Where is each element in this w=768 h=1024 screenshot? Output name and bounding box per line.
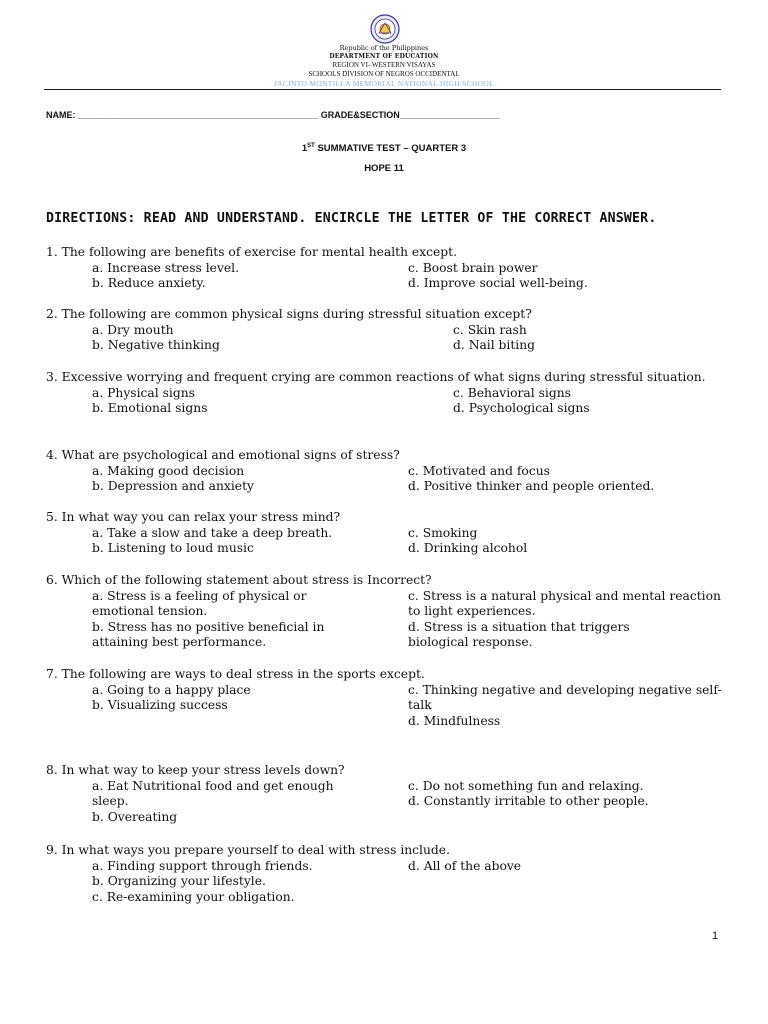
option-d[interactable]: d. Constantly irritable to other people.	[408, 794, 649, 809]
subject-title: HOPE 11	[364, 163, 404, 174]
question-2	[46, 307, 736, 355]
option-c[interactable]: c. Smoking	[408, 525, 478, 540]
option-c[interactable]: c. Do not something fun and relaxing.	[408, 778, 644, 793]
question-6	[46, 573, 736, 653]
question-text: 7. The following are ways to deal stress in the sports except.	[46, 667, 425, 681]
option-c[interactable]: c. Motivated and focus	[408, 463, 550, 478]
page-number: 1	[712, 930, 719, 942]
option-d[interactable]: d. Improve social well-being.	[408, 276, 588, 291]
question-text: 4. What are psychological and emotional signs of stress?	[46, 448, 400, 462]
option-d[interactable]: d. Mindfulness	[408, 713, 501, 728]
option-d[interactable]: d. Psychological signs	[453, 401, 590, 416]
option-b[interactable]: b. Visualizing success	[92, 698, 228, 713]
option-d[interactable]: d. Positive thinker and people oriented.	[408, 479, 655, 494]
option-c[interactable]: c. Skin rash	[453, 322, 527, 337]
header-department: DEPARTMENT OF EDUCATION	[329, 53, 439, 60]
title-rest: SUMMATIVE TEST – QUARTER 3	[314, 143, 467, 155]
header-region: REGION VI- WESTERN VISAYAS	[332, 61, 436, 69]
option-b[interactable]: b. Stress has no positive beneficial in attaining best performance.	[92, 619, 325, 650]
question-text: 6. Which of the following statement about stress is Incorrect?	[46, 573, 432, 587]
question-text: 5. In what way you can relax your stress mind?	[46, 510, 341, 524]
option-a[interactable]: a. Dry mouth	[92, 322, 174, 337]
option-a[interactable]: a. Physical signs	[92, 385, 195, 400]
option-a[interactable]: a. Stress is a feeling of physical or emotional tension.	[92, 588, 307, 619]
option-a[interactable]: a. Going to a happy place	[92, 682, 251, 697]
question-1	[46, 245, 736, 293]
option-b[interactable]: b. Overeating	[92, 809, 178, 824]
question-text: 2. The following are common physical signs during stressful situation except?	[46, 307, 532, 321]
question-text: 8. In what way to keep your stress levels down?	[46, 763, 345, 777]
option-b[interactable]: b. Negative thinking	[92, 338, 220, 353]
question-3	[46, 370, 736, 418]
option-c[interactable]: c. Boost brain power	[408, 260, 538, 275]
question-7	[46, 667, 736, 731]
option-d[interactable]: d. Nail biting	[453, 338, 536, 353]
question-4	[46, 448, 736, 496]
option-a[interactable]: a. Take a slow and take a deep breath.	[92, 525, 333, 540]
option-a[interactable]: a. Eat Nutritional food and get enough sleep.	[92, 778, 334, 809]
question-text: 9. In what ways you prepare yourself to deal with stress include.	[46, 843, 450, 857]
option-c[interactable]: c. Behavioral signs	[453, 385, 571, 400]
option-d[interactable]: d. Drinking alcohol	[408, 541, 528, 556]
option-c[interactable]: c. Re-examining your obligation.	[92, 889, 295, 904]
question-9	[46, 843, 736, 907]
name-grade-section-line: NAME: ________________________________________________ GRADE&SECTION____________________	[46, 110, 500, 120]
option-d[interactable]: d. All of the above	[408, 858, 522, 873]
question-5	[46, 510, 736, 558]
option-c[interactable]: c. Thinking negative and developing negative self-talk	[408, 682, 722, 713]
header-division: SCHOOLS DIVISION OF NEGROS OCCIDENTAL	[308, 70, 460, 78]
question-text: 1. The following are benefits of exercise for mental health except.	[46, 245, 458, 259]
directions: DIRECTIONS: READ AND UNDERSTAND. ENCIRCLE THE LETTER OF THE CORRECT ANSWER.	[46, 211, 657, 226]
option-b[interactable]: b. Organizing your lifestyle.	[92, 874, 266, 889]
option-a[interactable]: a. Making good decision	[92, 463, 245, 478]
option-b[interactable]: b. Reduce anxiety.	[92, 276, 206, 291]
test-title	[0, 143, 768, 154]
option-c[interactable]: c. Stress is a natural physical and mental reaction to light experiences.	[408, 588, 721, 619]
deped-seal-logo	[370, 14, 400, 44]
title-ordinal: 1	[301, 143, 308, 155]
option-b[interactable]: b. Listening to loud music	[92, 541, 254, 556]
header-republic: Republic of the Philippines	[339, 44, 429, 52]
title-ordinal-suffix: ST	[307, 143, 315, 149]
option-b[interactable]: b. Depression and anxiety	[92, 479, 254, 494]
option-b[interactable]: b. Emotional signs	[92, 401, 208, 416]
option-d[interactable]: d. Stress is a situation that triggers biological response.	[408, 619, 630, 650]
question-8	[46, 763, 736, 827]
header-divider	[44, 89, 721, 90]
question-text: 3. Excessive worrying and frequent crying are common reactions of what signs during stressful situation.	[46, 370, 706, 384]
header-school: JACINTO MONTILLA MEMORIAL NATIONAL HIGH SCHOOL	[274, 79, 494, 88]
option-a[interactable]: a. Increase stress level.	[92, 260, 240, 275]
option-a[interactable]: a. Finding support through friends.	[92, 858, 313, 873]
